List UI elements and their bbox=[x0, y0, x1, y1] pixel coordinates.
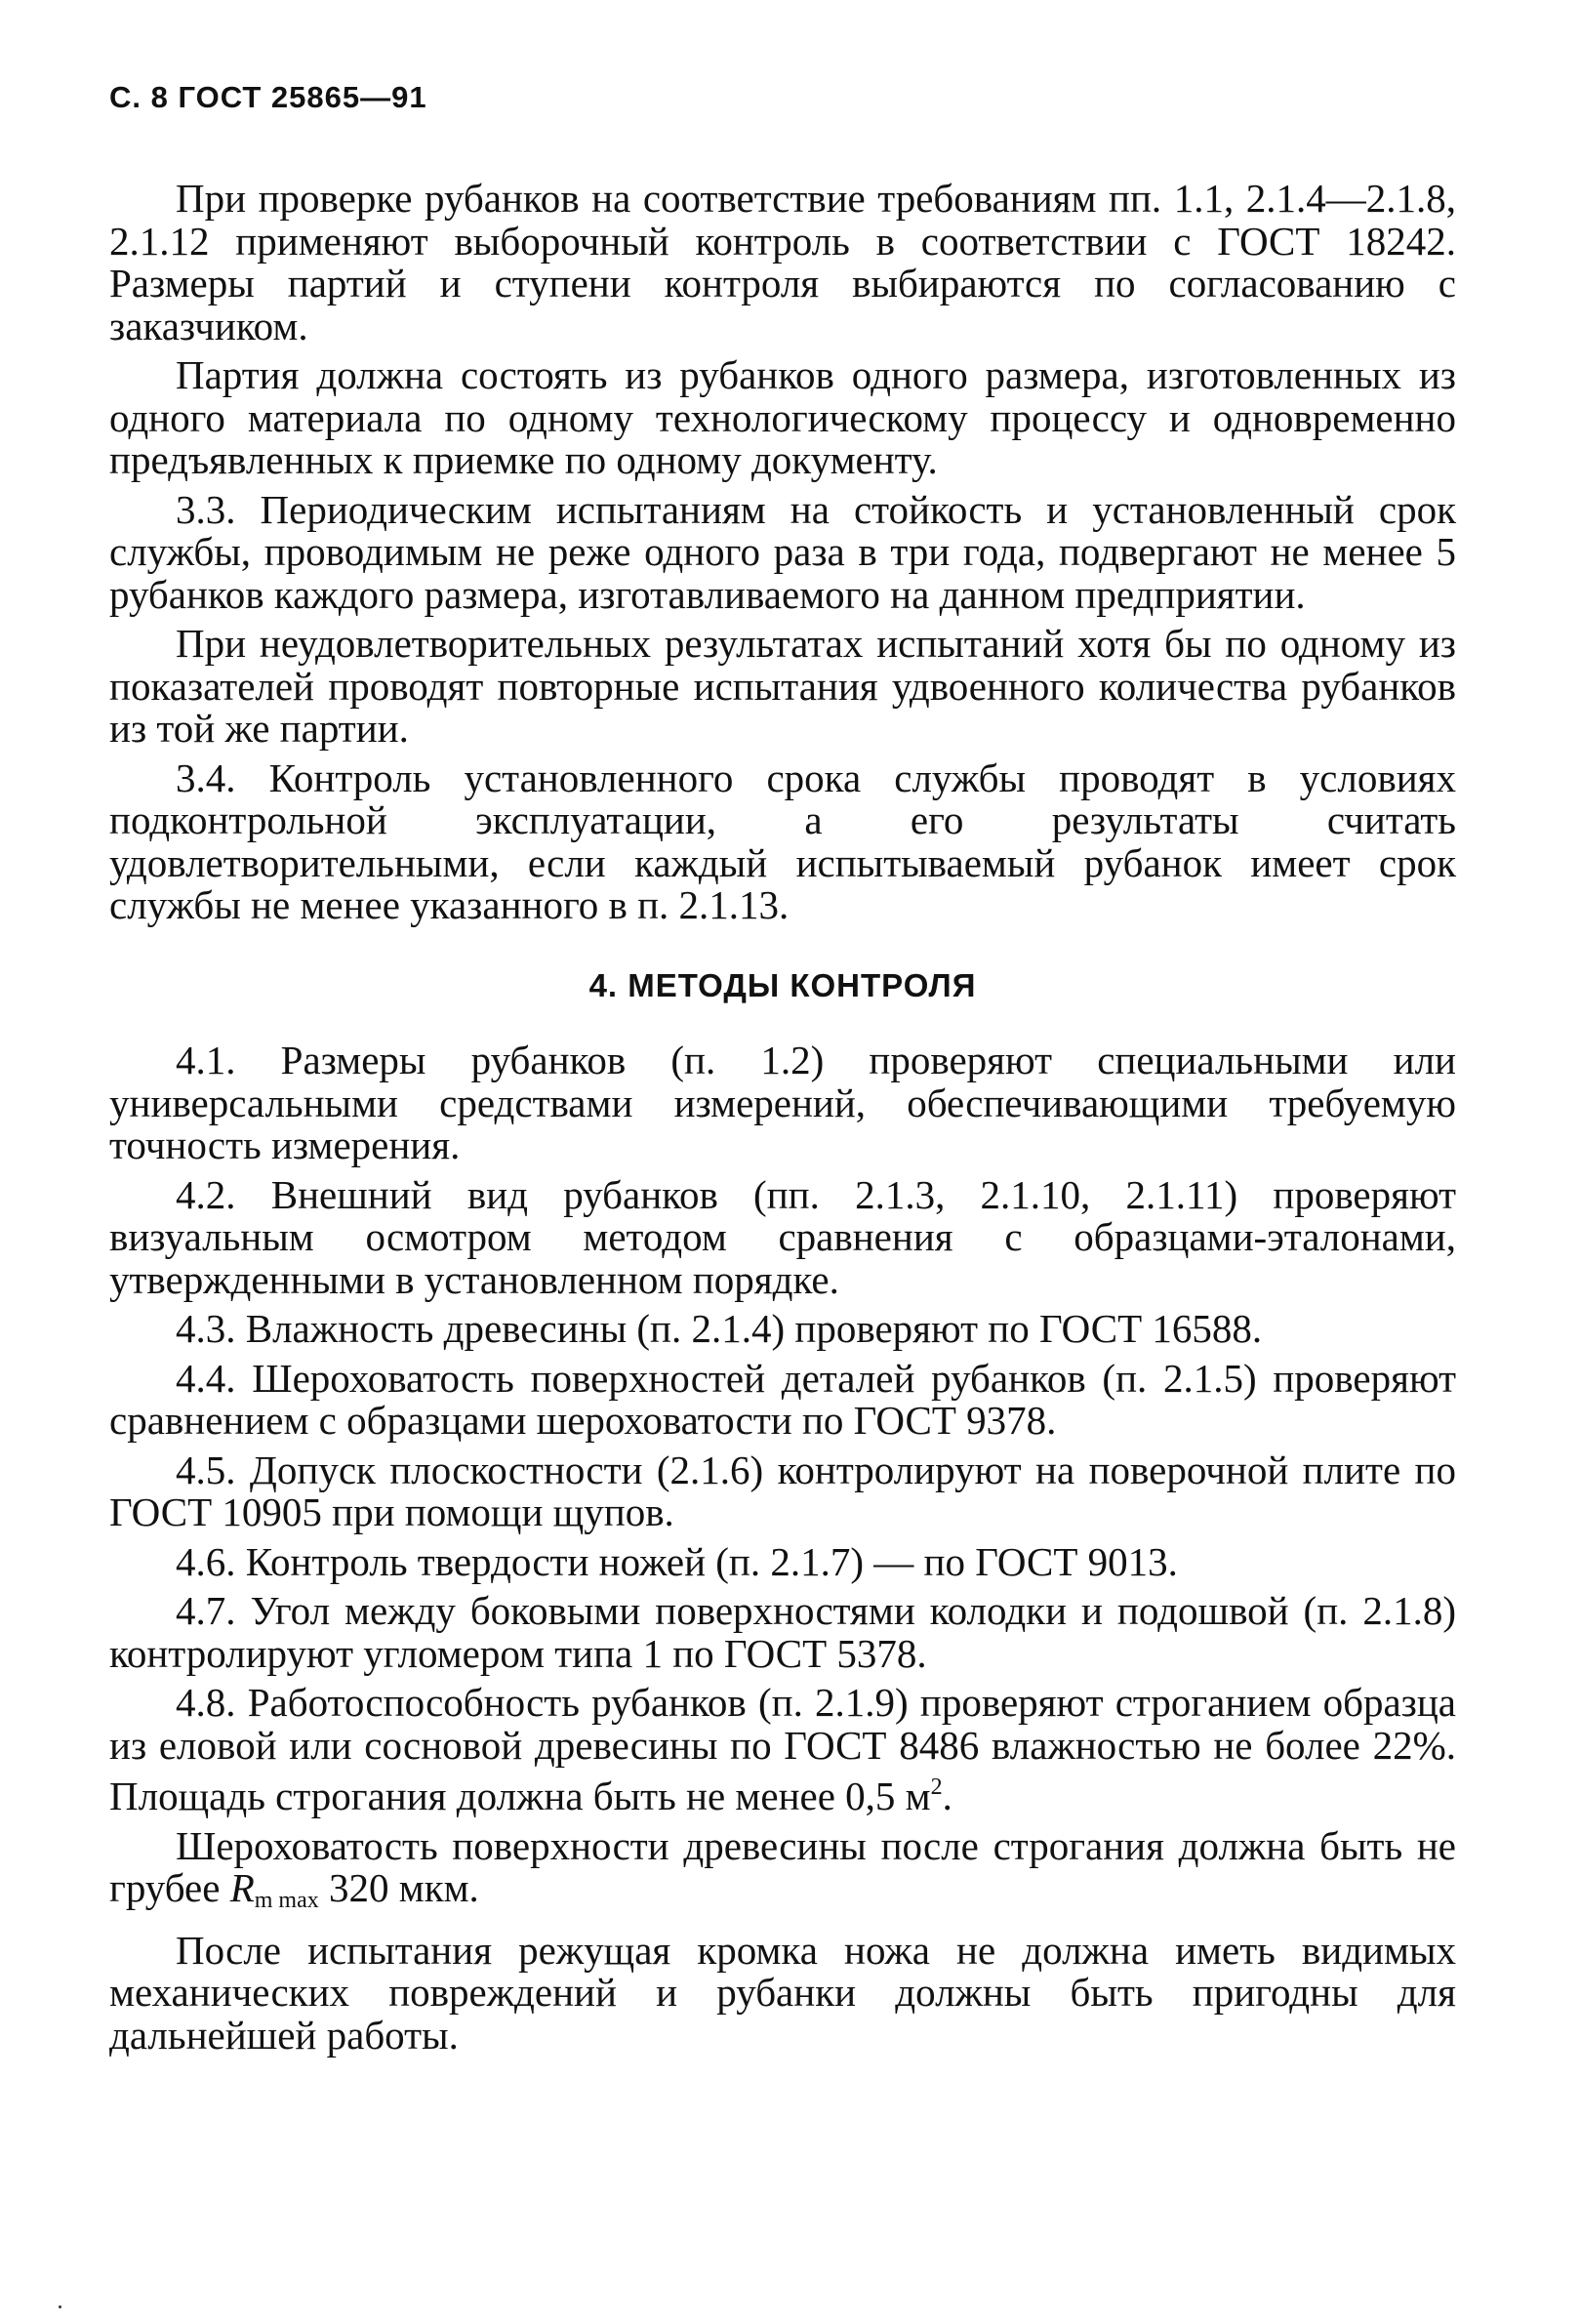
paragraph: 3.4. Контроль установленного срока службы проводят в условиях подконтрольной эксплуатации, а его результаты считать удовлетворительными, если каждый испытываемый рубанок имеет срок службы не менее указанного в п. 2.1.13. bbox=[109, 754, 1456, 927]
paragraph: 4.3. Влажность древесины (п. 2.1.4) проверяют по ГОСТ 16588. bbox=[176, 1306, 1263, 1351]
paragraph: После испытания режущая кромка ножа не должна иметь видимых механических повреждений и рубанки должны быть пригодны для дальнейшей работы. bbox=[109, 1927, 1456, 2058]
text-run: . bbox=[942, 1774, 952, 1818]
paragraph: 3.3. Периодическим испытаниям на стойкость и установленный срок службы, проводимым не реже одного раза в три года, подвергают не менее 5 рубанков каждого размера, изготавливаемого на данном предприятии. bbox=[109, 486, 1456, 617]
paragraph: Партия должна состоять из рубанков одного размера, изготовленных из одного материала по одному технологическому процессу и одновременно предъявленных к приемке по одному документу. bbox=[109, 352, 1456, 482]
section-title bbox=[109, 964, 1456, 1007]
roughness-symbol: R bbox=[229, 1865, 255, 1910]
paragraph: 4.6. Контроль твердости ножей (п. 2.1.7) — по ГОСТ 9013. bbox=[176, 1538, 1178, 1584]
paragraph-roughness bbox=[109, 1822, 1456, 1923]
text-run: 4.8. Работоспособность рубанков (п. 2.1.9) проверяют строганием образца из еловой или сосновой древесины по ГОСТ 8486 влажностью не более 22%. Площадь строгания должна быть не менее 0,5 м bbox=[109, 1680, 1456, 1818]
paragraph: 4.7. Угол между боковыми поверхностями колодки и подошвой (п. 2.1.8) контролируют угломером типа 1 по ГОСТ 5378. bbox=[109, 1588, 1456, 1676]
page-header: С. 8 ГОСТ 25865—91 bbox=[109, 80, 427, 114]
text-run: 320 мкм. bbox=[318, 1865, 479, 1910]
paragraph: При проверке рубанков на соответствие требованиям пп. 1.1, 2.1.4—2.1.8, 2.1.12 применяют выборочный контроль в соответствии с ГОСТ 18242. Размеры партий и ступени контроля выбираются по согласованию с заказчиком. bbox=[109, 176, 1456, 348]
paragraph: 4.4. Шероховатость поверхностей деталей рубанков (п. 2.1.5) проверяют сравнением с образцами шероховатости по ГОСТ 9378. bbox=[109, 1355, 1456, 1443]
superscript: 2 bbox=[930, 1774, 943, 1800]
paragraph: 4.5. Допуск плоскостности (2.1.6) контролируют на поверочной плите по ГОСТ 10905 при помощи щупов. bbox=[109, 1447, 1456, 1534]
scan-speck bbox=[59, 2305, 61, 2308]
paragraph: При неудовлетворительных результатах испытаний хотя бы по одному из показателей проводят повторные испытания удвоенного количества рубанков из той же партии. bbox=[109, 621, 1456, 751]
text-run: Шероховатость поверхности древесины после строгания должна быть не грубее bbox=[109, 1822, 1456, 1910]
paragraph: 4.1. Размеры рубанков (п. 1.2) проверяют специальными или универсальными средствами измерений, обеспечивающими требуемую точность измерения. bbox=[109, 1038, 1456, 1167]
paragraph-4-8 bbox=[109, 1682, 1456, 1818]
paragraph: 4.2. Внешний вид рубанков (пп. 2.1.3, 2.1.10, 2.1.11) проверяют визуальным осмотром методом сравнения с образцами-эталонами, утвержденными в установленном порядке. bbox=[109, 1171, 1456, 1302]
roughness-subscript: m max bbox=[254, 1888, 319, 1913]
section-title-text: 4. МЕТОДЫ КОНТРОЛЯ bbox=[588, 966, 977, 1003]
document-body bbox=[109, 178, 1456, 2063]
